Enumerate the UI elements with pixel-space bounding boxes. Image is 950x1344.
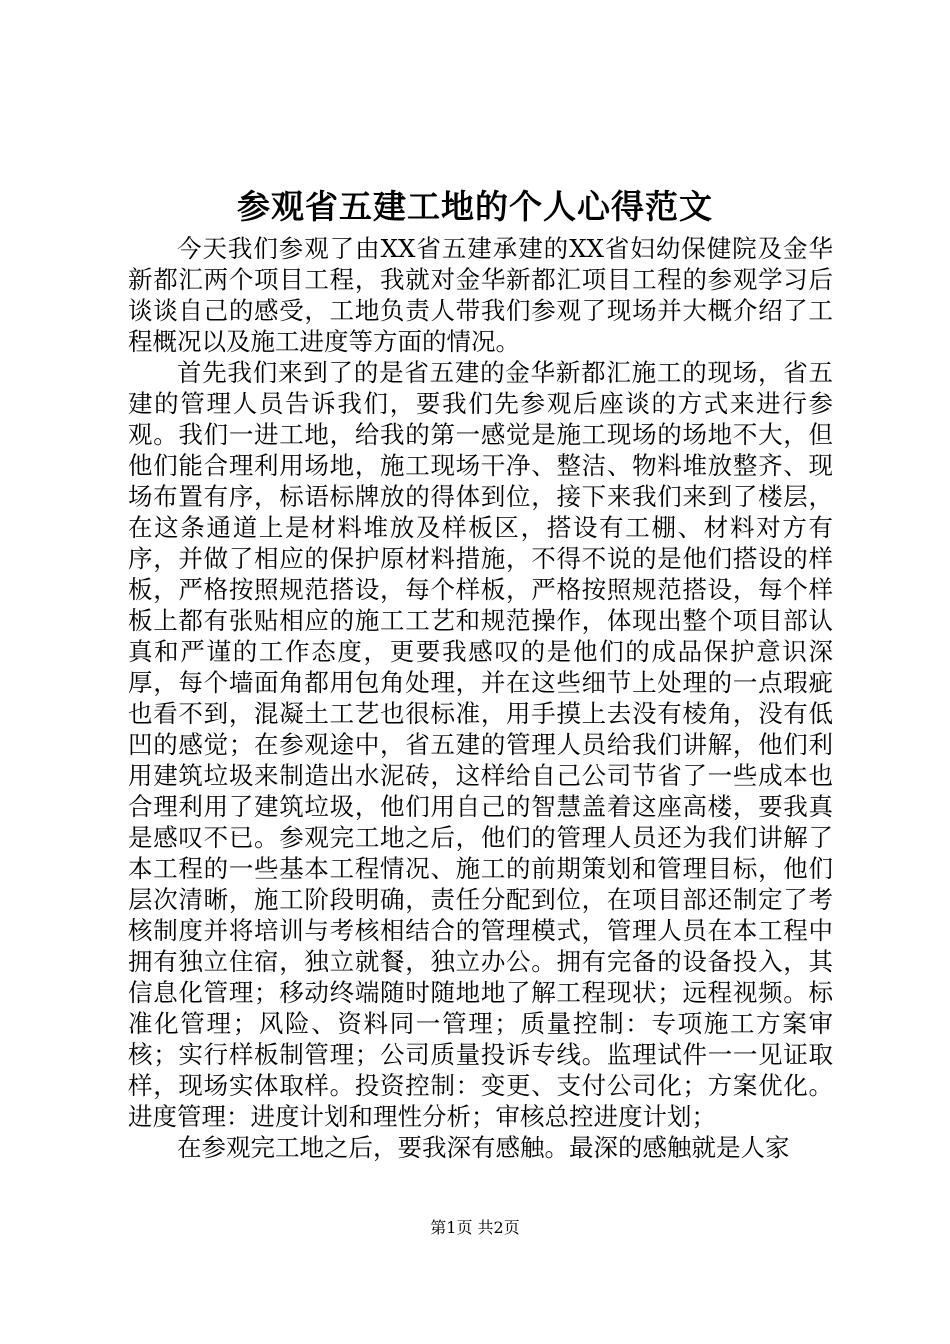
document-title: 参观省五建工地的个人心得范文 [237, 187, 713, 226]
paragraph: 在参观完工地之后，要我深有感触。最深的感触就是人家 [177, 1133, 790, 1162]
paragraph: 首先我们来到了的是省五建的金华新都汇施工的现场，省五建的管理人员告诉我们，要我们先参观后座谈的方式来进行参观。我们一进工地，给我的第一感觉是施工现场的场地不大，但他们能合理利用场地，施工现场干净、整洁、物料堆放整齐、现场布置有序，标语标牌放的得体到位，接下来我们来到了楼层，在这条通道上是材料堆放及样板区，搭设有工棚、材料对方有序，并做了相应的保护原材料措施，不得不说的是他们搭设的样板，严格按照规范搭设，每个样板，严格按照规范搭设，每个样板上都有张贴相应的施工工艺和规范操作，体现出整个项目部认真和严谨的工作态度，更要我感叹的是他们的成品保护意识深厚，每个墙面角都用包角处理，并在这些细节上处理的一点瑕疵也看不到，混凝土工艺也很标准，用手摸上去没有棱角，没有低凹的感觉；在参观途中，省五建的管理人员给我们讲解，他们利用建筑垃圾来制造出水泥砖，这样给自己公司节省了一些成本也合理利用了建筑垃圾，他们用自己的智慧盖着这座高楼，要我真是感叹不已。参观完工地之后，他们的管理人员还为我们讲解了本工程的一些基本工程情况、施工的前期策划和管理目标，他们层次清晰，施工阶段明确，责任分配到位，在项目部还制定了考核制度并将培训与考核相结合的管理模式，管理人员在本工程中拥有独立住宿，独立就餐，独立办公。拥有完备的设备投入，其信息化管理；移动终端随时随地地了解工程现状；远程视频。标准化管理；风险、资料同一管理；质量控制：专项施工方案审核；实行样板制管理；公司质量投诉专线。监理试件一一见证取样，现场实体取样。投资控制：变更、支付公司化；方案优化。进度管理：进度计划和理性分析；审核总控进度计划； [128, 358, 833, 1131]
paragraph: 今天我们参观了由XX省五建承建的XX省妇幼保健院及金华新都汇两个项目工程，我就对金华新都汇项目工程的参观学习后谈谈自己的感受，工地负责人带我们参观了现场并大概介绍了工程概况以及施工进度等方面的情况。 [128, 234, 833, 356]
document-body [128, 233, 833, 1163]
page-number: 第1页 共2页 [430, 1218, 520, 1237]
